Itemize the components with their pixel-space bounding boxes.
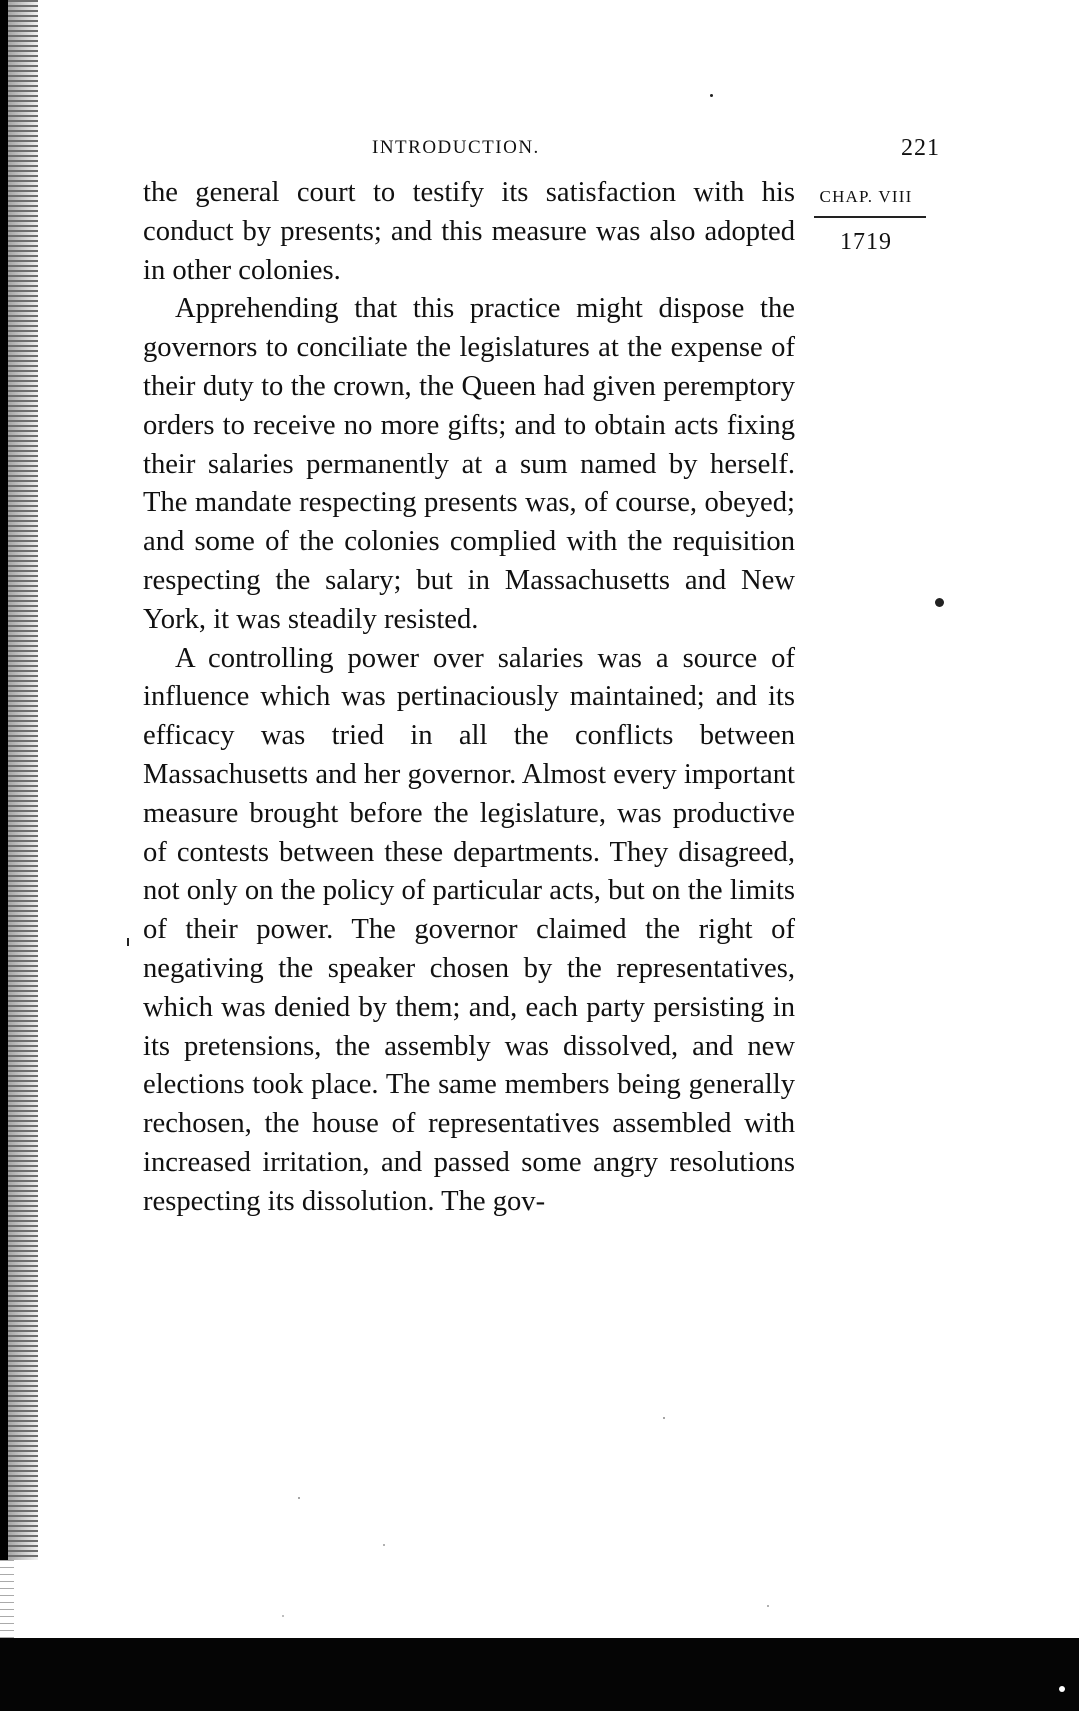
scanned-page-left-edge	[0, 0, 44, 1711]
dust-speck	[663, 1417, 665, 1419]
scan-speck	[1059, 1686, 1065, 1692]
dust-speck	[767, 1605, 769, 1607]
margin-note	[806, 184, 926, 260]
binding-shadow	[0, 0, 8, 1560]
page-number: 221	[901, 135, 940, 161]
ink-dot	[935, 598, 944, 607]
paragraph-apprehending: Apprehending that this practice might dispose the governors to conciliate the legislatures at the expense of their duty to the crown, the Queen had given peremptory orders to receive no more gifts; and to obtain acts fixing their salaries permanently at a sum named by herself. The mandate respecting presents was, of course, obeyed; and some of the colonies complied with the requisition respecting the salary; but in Massachusetts and New York, it was steadily resisted.	[143, 293, 795, 635]
dust-speck	[383, 1544, 385, 1546]
binding-grain	[8, 0, 38, 1560]
paragraph-controlling-power: A controlling power over salaries was a source of influence which was pertinaciously maintained; and its efficacy was tried in all the conflicts between Massachusetts and her governor. Almost every important measure brought before the legislature, was productive of contests between these departments. They disagreed, not only on the policy of particular acts, but on the limits of their power. The governor claimed the right of negativing the speaker chosen by the representatives, which was denied by them; and, each party persisting in its pretensions, the assembly was dissolved, and new elections took place. The same members being generally rechosen, the house of representatives assembled with increased irritation, and passed some angry resolutions respecting its dissolution. The gov-	[143, 642, 795, 1217]
dust-speck	[282, 1615, 284, 1617]
scan-bottom-edge	[0, 1638, 1079, 1711]
ink-speck-top	[710, 94, 713, 97]
chapter-label: CHAP. VIII	[819, 187, 913, 206]
body-text	[143, 174, 795, 1222]
running-head: INTRODUCTION.	[372, 137, 540, 158]
ink-tick	[127, 938, 129, 946]
dust-speck	[298, 1497, 300, 1499]
page-header	[140, 128, 940, 168]
paragraph-continuation: the general court to testify its satisfaction with his conduct by presents; and this measure was also adopted in other colonies.	[143, 177, 795, 286]
margin-year: 1719	[840, 229, 892, 255]
chapter-rule	[814, 216, 926, 218]
